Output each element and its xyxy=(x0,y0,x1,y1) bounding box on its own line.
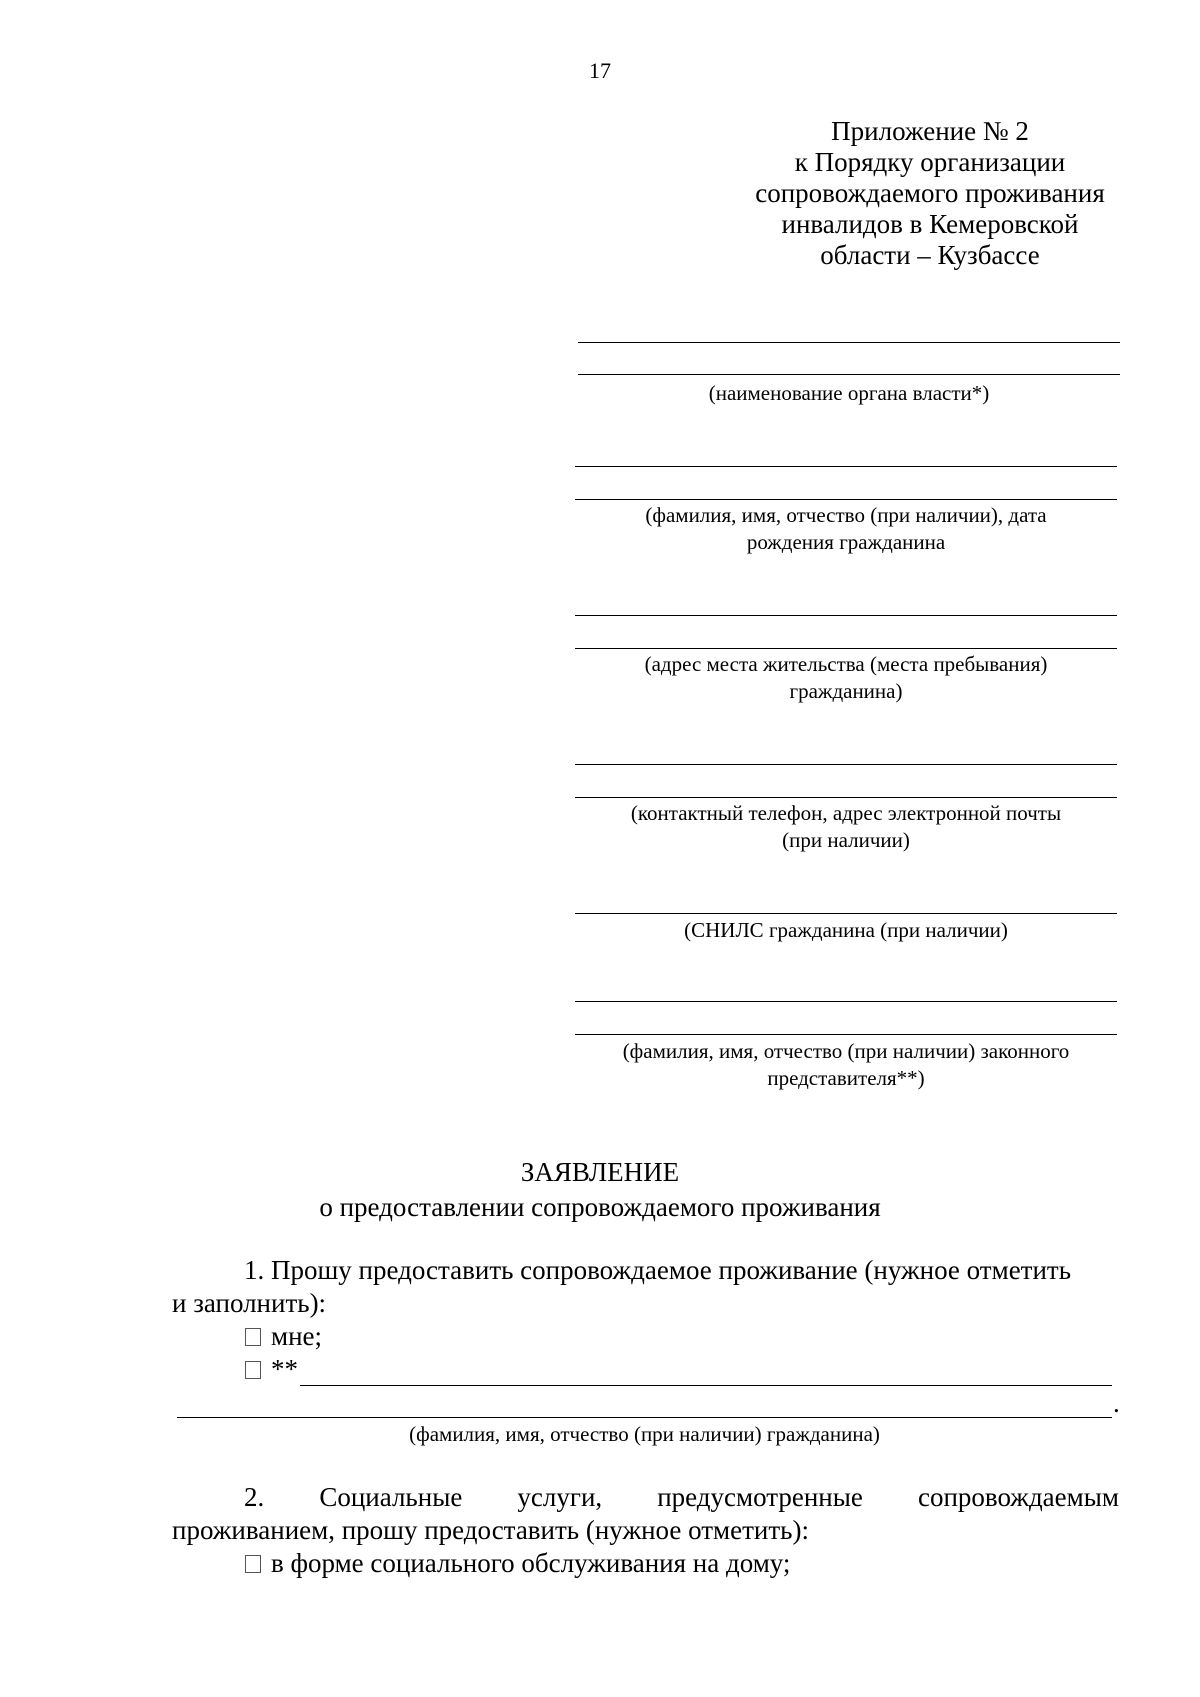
authority-caption: (наименование органа власти*) xyxy=(708,381,990,405)
appendix-line: сопровождаемого проживания xyxy=(755,178,1105,208)
statement-subtitle: о предоставлении сопровождаемого проживания xyxy=(319,1192,881,1222)
caption-line: (адрес места жительства (места пребывания) xyxy=(644,652,1048,676)
address-field-line[interactable] xyxy=(575,615,1117,616)
section1-text: 1. Прошу предоставить сопровождаемое проживание (нужное отметить xyxy=(244,1255,1072,1285)
appendix-line: к Порядку организации xyxy=(794,147,1066,177)
section2-word: предусмотренные xyxy=(657,1482,863,1512)
option-home-service[interactable] xyxy=(245,1548,790,1579)
caption-line: рождения гражданина xyxy=(746,530,946,554)
citizen-name-field-line[interactable] xyxy=(575,466,1117,467)
statement-title: ЗАЯВЛЕНИЕ xyxy=(520,1157,680,1187)
authority-field-line[interactable] xyxy=(578,342,1120,343)
section2-text xyxy=(244,1482,1119,1513)
caption-line: представителя**) xyxy=(767,1066,925,1090)
caption-line: (контактный телефон, адрес электронной почты xyxy=(630,801,1062,825)
representative-field-line[interactable] xyxy=(575,1034,1117,1035)
caption-line: гражданина) xyxy=(789,679,903,703)
checkbox-icon[interactable] xyxy=(245,1555,261,1573)
end-period: . xyxy=(1113,1388,1120,1418)
citizen-name-field-line[interactable] xyxy=(575,499,1117,500)
caption-line: (фамилия, имя, отчество (при наличии), дата xyxy=(645,503,1047,527)
checkbox-icon[interactable] xyxy=(245,1361,261,1379)
section2-word: сопровождаемым xyxy=(917,1482,1119,1512)
snils-caption: (СНИЛС гражданина (при наличии) xyxy=(684,918,1008,942)
caption-line: (фамилия, имя, отчество (при наличии) законного xyxy=(622,1039,1070,1063)
section2-word: услуги, xyxy=(517,1482,603,1512)
citizen-name-caption: (фамилия, имя, отчество (при наличии) гражданина) xyxy=(409,1422,880,1446)
contact-field-line[interactable] xyxy=(575,797,1117,798)
section2-word: 2. xyxy=(244,1482,265,1512)
option-other[interactable] xyxy=(245,1354,298,1385)
section1-text: и заполнить): xyxy=(172,1288,327,1318)
option-me[interactable] xyxy=(245,1321,322,1352)
contact-field-line[interactable] xyxy=(575,764,1117,765)
appendix-header xyxy=(740,116,1120,271)
snils-field-line[interactable] xyxy=(575,913,1117,914)
option-other-label: ** xyxy=(271,1354,298,1384)
option-home-service-label: в форме социального обслуживания на дому; xyxy=(271,1548,791,1578)
appendix-line: Приложение № 2 xyxy=(831,116,1029,146)
contact-caption xyxy=(575,800,1117,854)
appendix-line: инвалидов в Кемеровской xyxy=(781,209,1079,239)
page-number: 17 xyxy=(589,58,611,83)
option-me-label: мне; xyxy=(271,1321,323,1351)
checkbox-icon[interactable] xyxy=(245,1328,261,1346)
representative-caption xyxy=(575,1038,1117,1092)
appendix-line: области – Кузбассе xyxy=(820,240,1040,270)
section2-text: проживанием, прошу предоставить (нужное отметить): xyxy=(172,1515,809,1545)
other-name-field-line[interactable] xyxy=(300,1385,1112,1386)
address-caption xyxy=(575,651,1117,705)
other-name-field-line[interactable] xyxy=(177,1417,1112,1418)
citizen-name-caption xyxy=(575,502,1117,556)
authority-field-line[interactable] xyxy=(578,374,1120,375)
representative-field-line[interactable] xyxy=(575,1001,1117,1002)
address-field-line[interactable] xyxy=(575,648,1117,649)
caption-line: (при наличии) xyxy=(782,828,910,852)
section2-word: Социальные xyxy=(319,1482,463,1512)
